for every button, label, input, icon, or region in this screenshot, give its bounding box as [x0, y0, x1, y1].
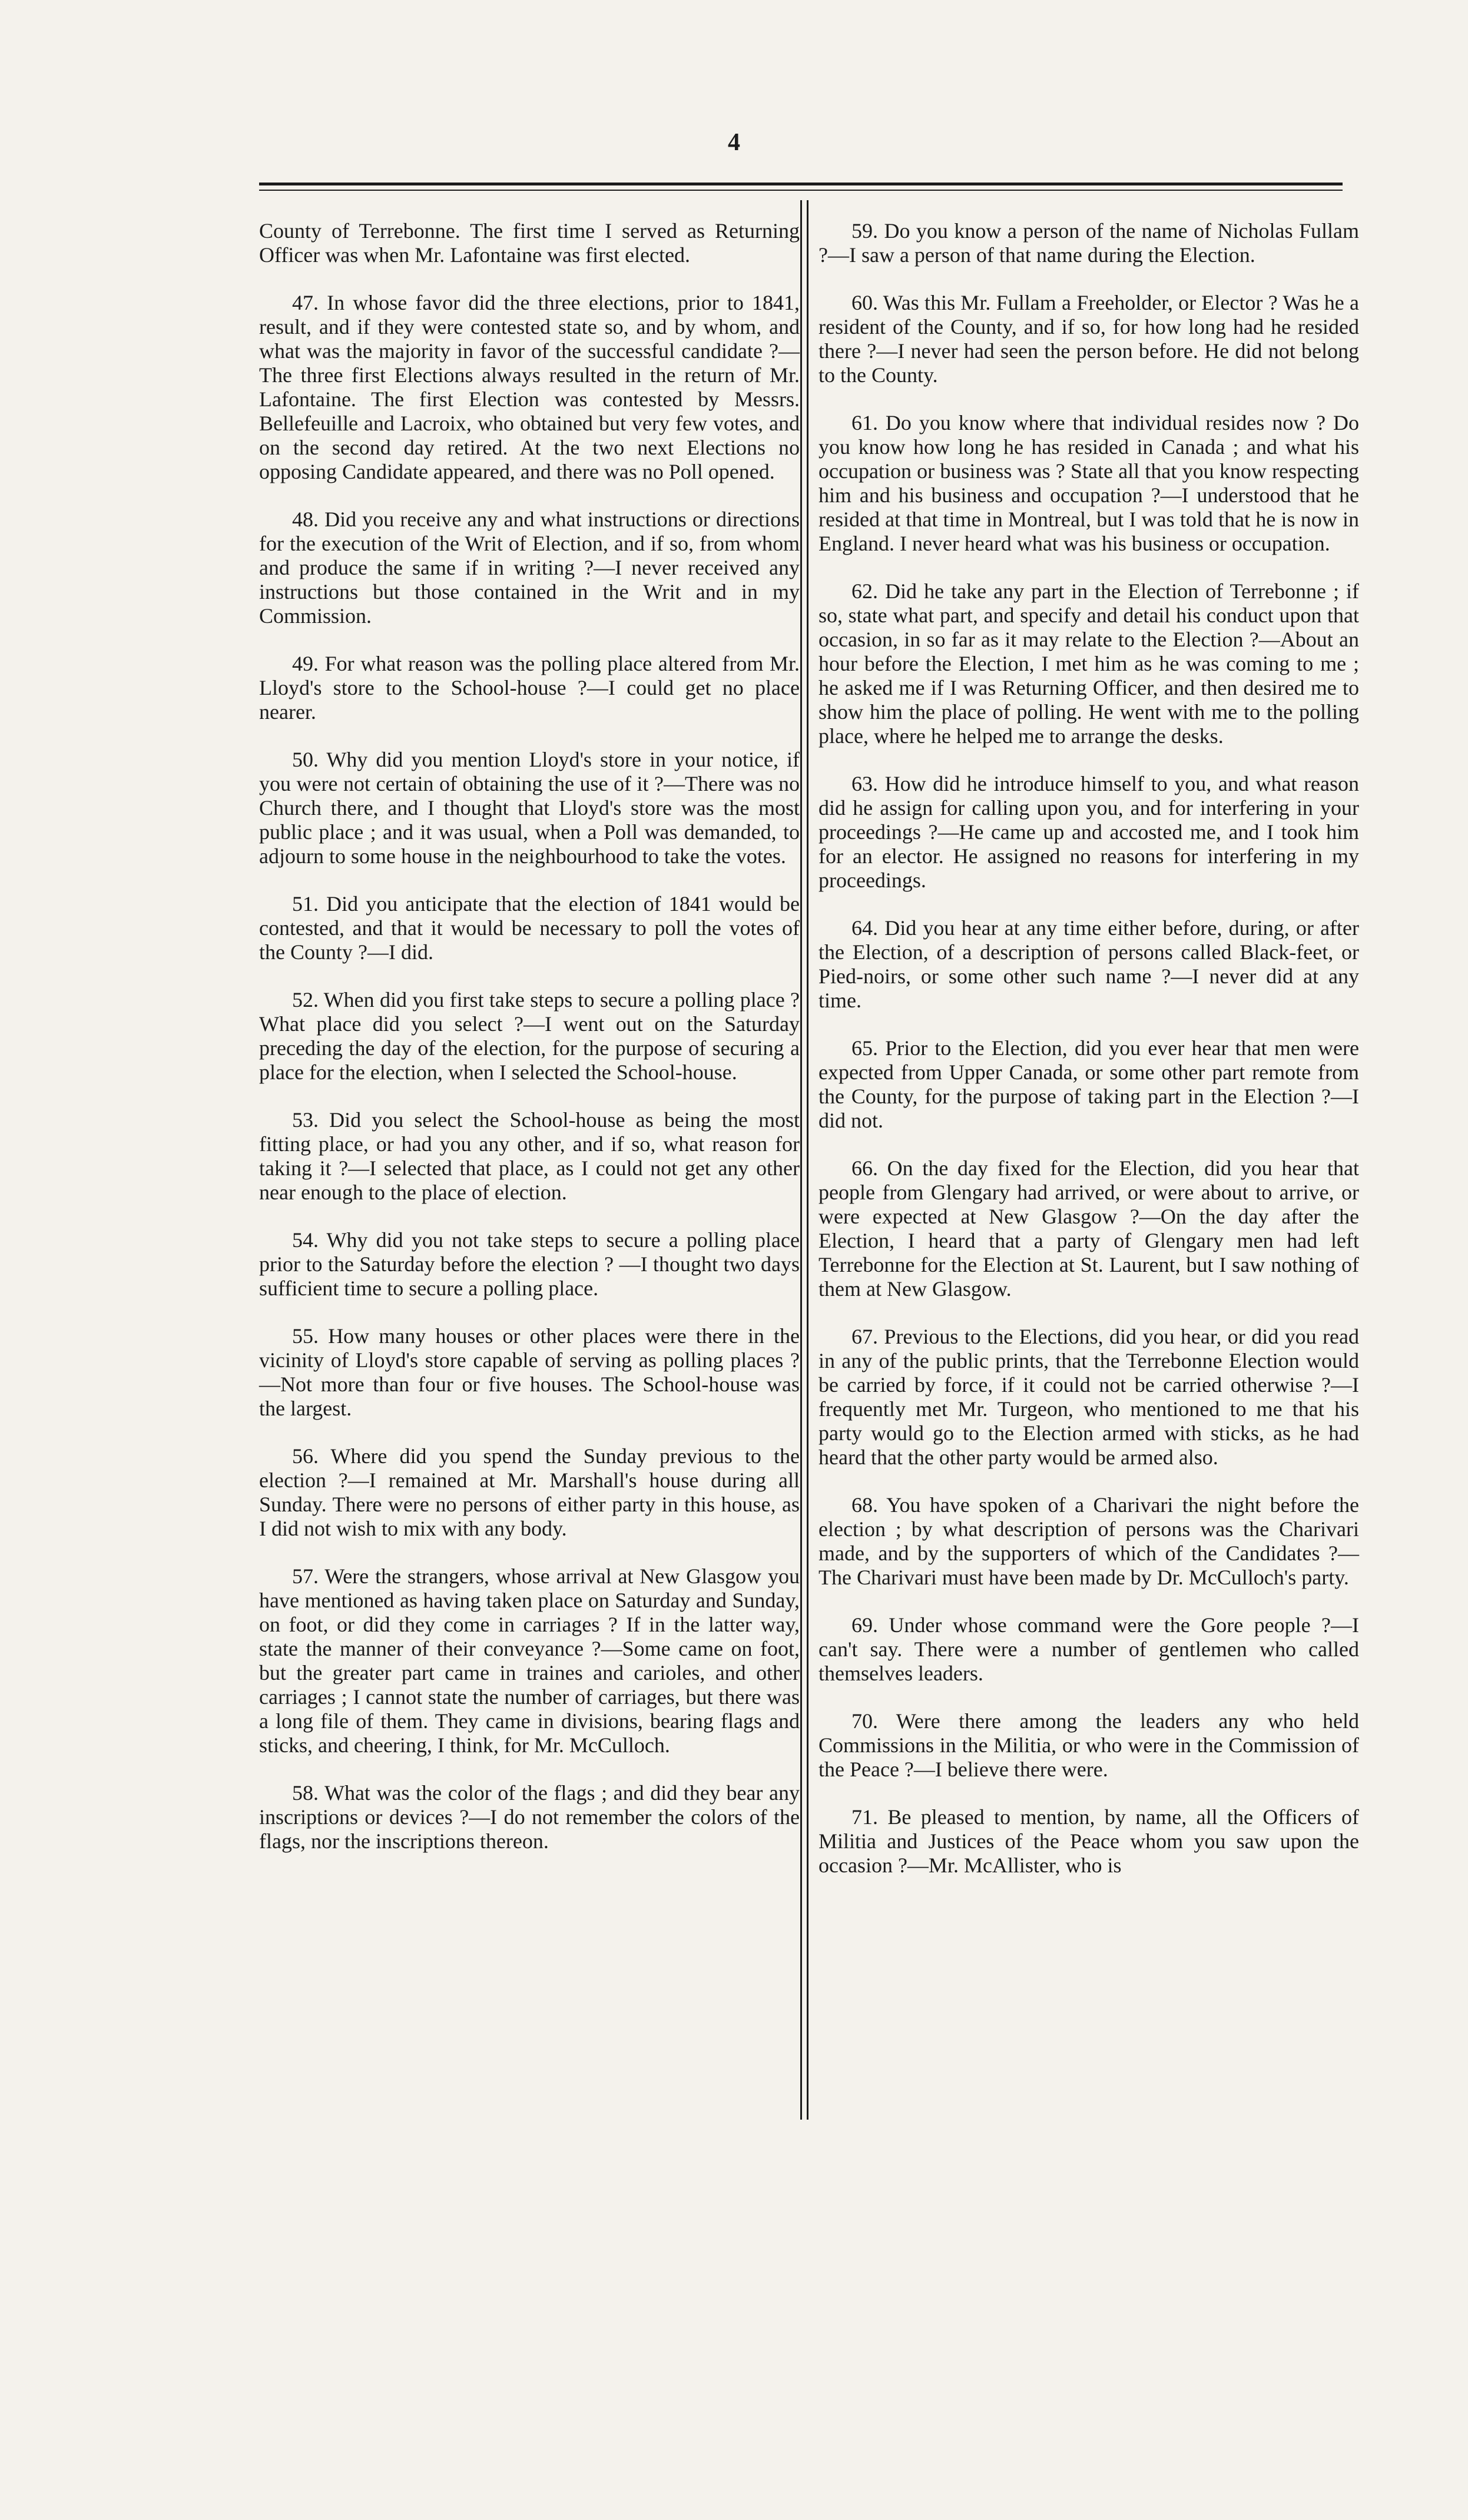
paragraph: 68. You have spoken of a Charivari the night before the election ; by what description of persons was the Charivari made, and by the supporters of which of the Candidates ?—The Charivari must have been made by Dr. McCulloch's party. [818, 1493, 1359, 1589]
page-number: 4 [728, 129, 740, 156]
paragraph: 58. What was the color of the flags ; and did they bear any inscriptions or devices ?—I do not remember the colors of the flags, nor the inscriptions thereon. [259, 1781, 800, 1853]
paragraph: 67. Previous to the Elections, did you hear, or did you read in any of the public prints, that the Terrebonne Election would be carried by force, if it could not be carried otherwise ?—I frequently met Mr. Turgeon, who mentioned to me that his party would go to the Election armed with sticks, as he had heard that the other party would be armed also. [818, 1325, 1359, 1469]
paragraph: 57. Were the strangers, whose arrival at New Glasgow you have mentioned as having taken place on Saturday and Sunday, on foot, or did they come in carriages ? If in the latter way, state the manner of their conveyance ?—Some came on foot, but the greater part came in traines and carioles, and other carriages ; I cannot state the number of carriages, but there was a long file of them. They came in divisions, bearing flags and sticks, and cheering, I think, for Mr. McCulloch. [259, 1564, 800, 1757]
paragraph: 63. How did he introduce himself to you, and what reason did he assign for calling upon you, and for interfering in your proceedings ?—He came up and accosted me, and I took him for an elector. He assigned no reasons for interfering in my proceedings. [818, 772, 1359, 892]
column-divider [807, 200, 808, 2120]
paragraph: 54. Why did you not take steps to secure a polling place prior to the Saturday before the election ? —I thought two days sufficient time to secure a polling place. [259, 1228, 800, 1300]
paragraph: County of Terrebonne. The first time I served as Returning Officer was when Mr. Lafontaine was first elected. [259, 219, 800, 267]
paragraph: 59. Do you know a person of the name of Nicholas Fullam ?—I saw a person of that name during the Election. [818, 219, 1359, 267]
paragraph: 52. When did you first take steps to secure a polling place ? What place did you select ?—I went out on the Saturday preceding the day of the election, for the purpose of securing a place for the election, when I selected the School-house. [259, 988, 800, 1084]
header-rule [259, 183, 1343, 185]
paragraph: 61. Do you know where that individual resides now ? Do you know how long he has resided in Canada ; and what his occupation or business was ? State all that you know respecting him and his business and occupation ?—I understood that he resided at that time in Montreal, but I was told that he is now in England. I never heard what was his business or occupation. [818, 411, 1359, 555]
paragraph: 53. Did you select the School-house as being the most fitting place, or had you any other, and if so, what reason for taking it ?—I selected that place, as I could not get any other near enough to the place of election. [259, 1108, 800, 1204]
paragraph: 50. Why did you mention Lloyd's store in your notice, if you were not certain of obtaining the use of it ?—There was no Church there, and I thought that Lloyd's store was the most public place ; and it was usual, when a Poll was demanded, to adjourn to some house in the neighbourhood to take the votes. [259, 748, 800, 868]
left-column [259, 219, 800, 1877]
paragraph: 69. Under whose command were the Gore people ?—I can't say. There were a number of gentlemen who called themselves leaders. [818, 1613, 1359, 1685]
paragraph: 49. For what reason was the polling place altered from Mr. Lloyd's store to the School-house ?—I could get no place nearer. [259, 652, 800, 724]
paragraph: 64. Did you hear at any time either before, during, or after the Election, of a description of persons called Black-feet, or Pied-noirs, or some other such name ?—I never did at any time. [818, 916, 1359, 1012]
paragraph: 47. In whose favor did the three elections, prior to 1841, result, and if they were contested state so, and by whom, and what was the majority in favor of the successful candidate ?—The three first Elections always resulted in the return of Mr. Lafontaine. The first Election was contested by Messrs. Bellefeuille and Lacroix, who obtained but very few votes, and on the second day retired. At the two next Elections no opposing Candidate appeared, and there was no Poll opened. [259, 291, 800, 483]
paragraph: 60. Was this Mr. Fullam a Freeholder, or Elector ? Was he a resident of the County, and if so, for how long had he resided there ?—I never had seen the person before. He did not belong to the County. [818, 291, 1359, 387]
right-column [818, 219, 1359, 1901]
paragraph: 71. Be pleased to mention, by name, all the Officers of Militia and Justices of the Peace whom you saw upon the occasion ?—Mr. McAllister, who is [818, 1805, 1359, 1877]
paragraph: 65. Prior to the Election, did you ever hear that men were expected from Upper Canada, or some other part remote from the County, for the purpose of taking part in the Election ?—I did not. [818, 1036, 1359, 1132]
column-divider [800, 200, 802, 2120]
paragraph: 55. How many houses or other places were there in the vicinity of Lloyd's store capable of serving as polling places ?—Not more than four or five houses. The School-house was the largest. [259, 1324, 800, 1420]
paragraph: 51. Did you anticipate that the election of 1841 would be contested, and that it would be necessary to poll the votes of the County ?—I did. [259, 892, 800, 964]
paragraph: 56. Where did you spend the Sunday previous to the election ?—I remained at Mr. Marshall's house during all Sunday. There were no persons of either party in this house, as I did not wish to mix with any body. [259, 1444, 800, 1540]
paragraph: 70. Were there among the leaders any who held Commissions in the Militia, or who were in the Commission of the Peace ?—I believe there were. [818, 1709, 1359, 1781]
header-rule-thin [259, 190, 1343, 191]
paragraph: 62. Did he take any part in the Election of Terrebonne ; if so, state what part, and specify and detail his conduct upon that occasion, in so far as it may relate to the Election ?—About an hour before the Election, I met him as he was coming to me ; he asked me if I was Returning Officer, and then desired me to show him the place of polling. He went with me to the polling place, where he helped me to arrange the desks. [818, 579, 1359, 748]
paragraph: 66. On the day fixed for the Election, did you hear that people from Glengary had arrived, or were about to arrive, or were expected at New Glasgow ?—On the day after the Election, I heard that a party of Glengary men had left Terrebonne for the Election at St. Laurent, but I saw nothing of them at New Glasgow. [818, 1156, 1359, 1301]
paragraph: 48. Did you receive any and what instructions or directions for the execution of the Writ of Election, and if so, from whom and produce the same if in writing ?—I never received any instructions but those contained in the Writ and in my Commission. [259, 508, 800, 628]
